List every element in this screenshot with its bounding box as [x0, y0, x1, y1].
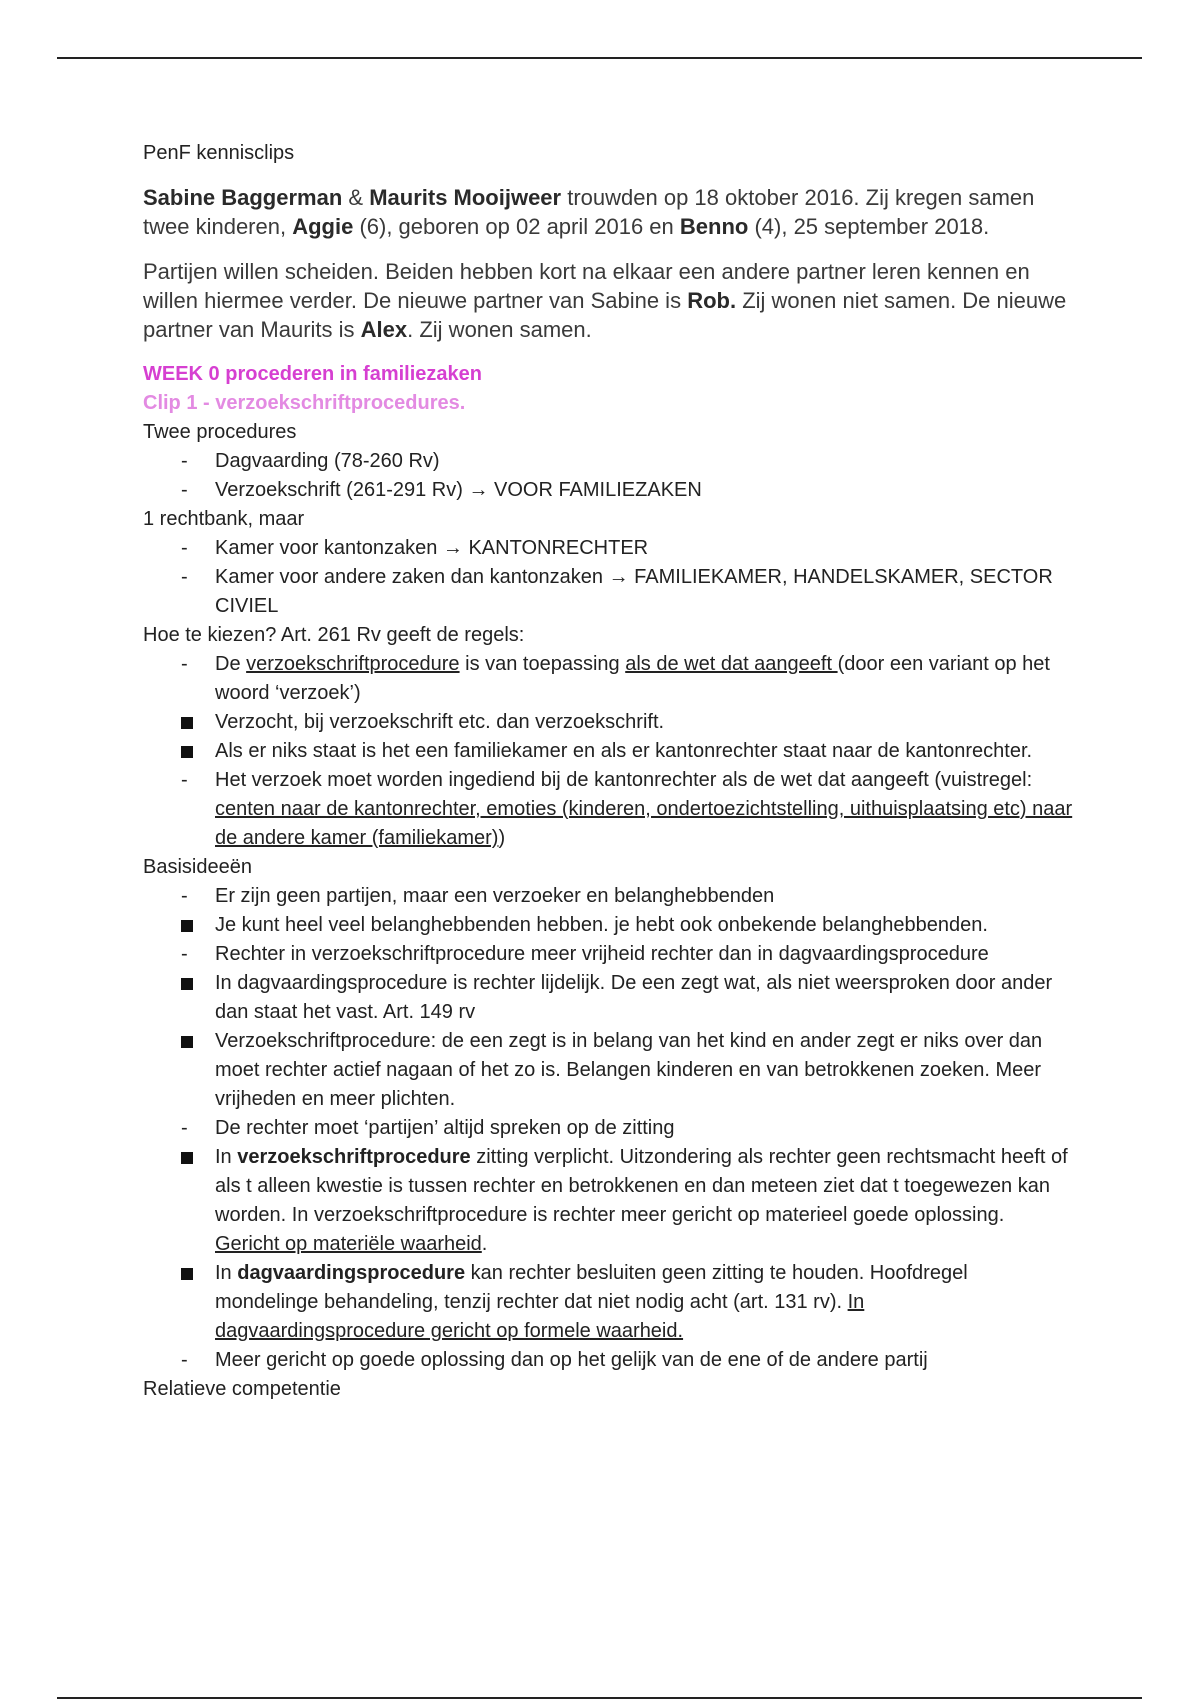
item-text: Kamer voor kantonzaken: [215, 537, 443, 559]
name-benno: Benno: [679, 214, 749, 239]
item-text: Verzocht, bij verzoekschrift etc. dan verzoekschrift.: [215, 711, 665, 733]
intro-text: (6), geboren op 02 april 2016 en: [353, 214, 680, 239]
top-rule: [57, 57, 1142, 59]
clip-heading: Clip 1 - verzoekschriftprocedures.: [143, 392, 466, 414]
section-label-twee-procedures: Twee procedures: [143, 421, 297, 443]
sublist: [215, 1143, 1073, 1346]
section-label-rechtbank: 1 rechtbank, maar: [143, 508, 305, 530]
item-text: Verzoekschriftprocedure: de een zegt is in belang van het kind en ander zegt er niks over dan moet rechter actief nagaan of het zo is. Belangen kinderen en van betrokkenen zoeken. Meer vrijheden en meer plichten.: [215, 1030, 1043, 1110]
list-item: [143, 766, 1073, 853]
header-title: PenF kennisclips: [143, 142, 295, 164]
square-bullet-icon: [181, 1268, 193, 1280]
intro-text: Zij wonen niet samen. De nieuwe partner van Maurits is: [143, 288, 1067, 342]
item-text: kan rechter besluiten geen zitting te houden. Hoofdregel mondelinge behandeling, tenzij rechter dat niet nodig acht (art. 131 rv).: [215, 1262, 968, 1313]
list-item: [143, 1114, 1073, 1346]
item-text: De rechter moet ‘partijen’ altijd spreken op de zitting: [215, 1117, 675, 1139]
intro-text: Partijen willen scheiden. Beiden hebben kort na elkaar een andere partner leren kennen en willen hiermee verder. De nieuwe partner van Sabine is: [143, 259, 1030, 313]
section-label-relatieve-competentie: Relatieve competentie: [143, 1378, 341, 1400]
item-text: Dagvaarding (78-260 Rv): [215, 450, 440, 472]
name-aggie: Aggie: [292, 214, 354, 239]
item-text: ): [498, 827, 506, 849]
sublist-item: [179, 1143, 1073, 1259]
item-text: Als er niks staat is het een familiekamer en als er kantonrechter staat naar de kantonrechter.: [215, 740, 1033, 762]
item-text: Verzoekschrift (261-291 Rv): [215, 479, 469, 501]
square-bullet-icon: [181, 1036, 193, 1048]
arrow-right-icon: →: [468, 479, 489, 501]
sublist: [215, 911, 1073, 940]
item-text: In: [215, 1262, 238, 1284]
sublist-item: [179, 737, 1073, 766]
item-text: In: [215, 1146, 238, 1168]
underlined-text: centen naar de kantonrechter, emoties (kinderen, ondertoezichtstelling, uithuisplaatsing etc) naar de andere kamer (familiekamer): [215, 798, 1073, 849]
item-text: FAMILIEKAMER, HANDELSKAMER, SECTOR CIVIEL: [215, 566, 1053, 617]
list-rechtbank: [143, 534, 1073, 621]
intro-text: . Zij wonen samen.: [407, 317, 592, 342]
week-heading: WEEK 0 procederen in familiezaken: [143, 363, 482, 385]
item-text: Rechter in verzoekschriftprocedure meer vrijheid rechter dan in dagvaardingsprocedure: [215, 943, 989, 965]
dash-bullet: -: [181, 450, 188, 472]
bottom-rule: [57, 1697, 1142, 1699]
sublist-item: [179, 708, 1073, 737]
intro-paragraph-2: [143, 257, 1073, 344]
bold-text: dagvaardingsprocedure: [237, 1262, 466, 1284]
item-text: (door een variant op het woord ‘verzoek’): [215, 653, 1050, 704]
item-text: Meer gericht op goede oplossing dan op het gelijk van de ene of de andere partij: [215, 1349, 928, 1371]
sublist-item: [179, 1027, 1073, 1114]
arrow-right-icon: →: [608, 566, 629, 588]
list-item: [143, 563, 1073, 621]
list-item: [143, 882, 1073, 940]
list-item: [143, 447, 1073, 476]
dash-bullet: -: [181, 943, 188, 965]
list-item: [143, 1346, 1073, 1375]
item-text: De: [215, 653, 247, 675]
item-text: Je kunt heel veel belanghebbenden hebben. je hebt ook onbekende belanghebbenden.: [215, 914, 988, 936]
item-text: KANTONRECHTER: [462, 537, 649, 559]
square-bullet-icon: [181, 920, 193, 932]
arrow-right-icon: →: [442, 537, 463, 559]
item-text: .: [481, 1233, 488, 1255]
sublist: [215, 708, 1073, 766]
list-kiezen: [143, 650, 1073, 853]
name-alex: Alex: [360, 317, 408, 342]
square-bullet-icon: [181, 1152, 193, 1164]
dash-bullet: -: [181, 537, 188, 559]
list-item: [143, 534, 1073, 563]
underlined-text: In dagvaardingsprocedure gericht op formele waarheid.: [215, 1291, 865, 1342]
item-text: Er zijn geen partijen, maar een verzoeker en belanghebbenden: [215, 885, 775, 907]
intro-text: &: [342, 185, 370, 210]
bold-text: verzoekschriftprocedure: [237, 1146, 471, 1168]
sublist: [215, 969, 1073, 1114]
dash-bullet: -: [181, 653, 188, 675]
list-basisideeen: [143, 882, 1073, 1375]
section-label-kiezen: Hoe te kiezen? Art. 261 Rv geeft de regels:: [143, 624, 525, 646]
section-label-basisideeen: Basisideeën: [143, 856, 252, 878]
square-bullet-icon: [181, 746, 193, 758]
item-text: In dagvaardingsprocedure is rechter lijdelijk. De een zegt wat, als niet weersproken door ander dan staat het vast. Art. 149 rv: [215, 972, 1053, 1023]
sublist-item: [179, 911, 1073, 940]
item-text: VOOR FAMILIEZAKEN: [488, 479, 702, 501]
dash-bullet: -: [181, 566, 188, 588]
dash-bullet: -: [181, 769, 188, 791]
item-text: Het verzoek moet worden ingediend bij de kantonrechter als de wet dat aangeeft (vuistregel:: [215, 769, 1033, 791]
dash-bullet: -: [181, 1117, 188, 1139]
name-sabine: Sabine Baggerman: [143, 185, 343, 210]
dash-bullet: -: [181, 1349, 188, 1371]
list-item: [143, 650, 1073, 766]
underlined-text: Gericht op materiële waarheid: [215, 1233, 482, 1255]
dash-bullet: -: [181, 885, 188, 907]
item-text: is van toepassing: [459, 653, 626, 675]
square-bullet-icon: [181, 978, 193, 990]
item-text: Kamer voor andere zaken dan kantonzaken: [215, 566, 609, 588]
sublist-item: [179, 969, 1073, 1027]
intro-text: trouwden op 18 oktober 2016. Zij kregen samen twee kinderen,: [143, 185, 1035, 239]
list-item: [143, 940, 1073, 1114]
item-text: zitting verplicht. Uitzondering als rechter geen rechtsmacht heeft of als t alleen kwestie is tussen rechter en betrokkenen en dan meteen ziet dat t toegewezen kan worden. In verzoekschriftprocedure is rechter meer gericht op materieel goede oplossing.: [215, 1146, 1068, 1226]
dash-bullet: -: [181, 479, 188, 501]
intro-paragraph-1: [143, 183, 1073, 241]
list-item: [143, 476, 1073, 505]
intro-text: (4), 25 september 2018.: [748, 214, 990, 239]
sublist-item: [179, 1259, 1073, 1346]
underlined-text: verzoekschriftprocedure: [246, 653, 460, 675]
name-maurits: Maurits Mooijweer: [369, 185, 562, 210]
underlined-text: als de wet dat aangeeft: [625, 653, 838, 675]
list-twee-procedures: [143, 447, 1073, 505]
name-rob: Rob.: [687, 288, 737, 313]
document-body: [143, 142, 1073, 1404]
square-bullet-icon: [181, 717, 193, 729]
